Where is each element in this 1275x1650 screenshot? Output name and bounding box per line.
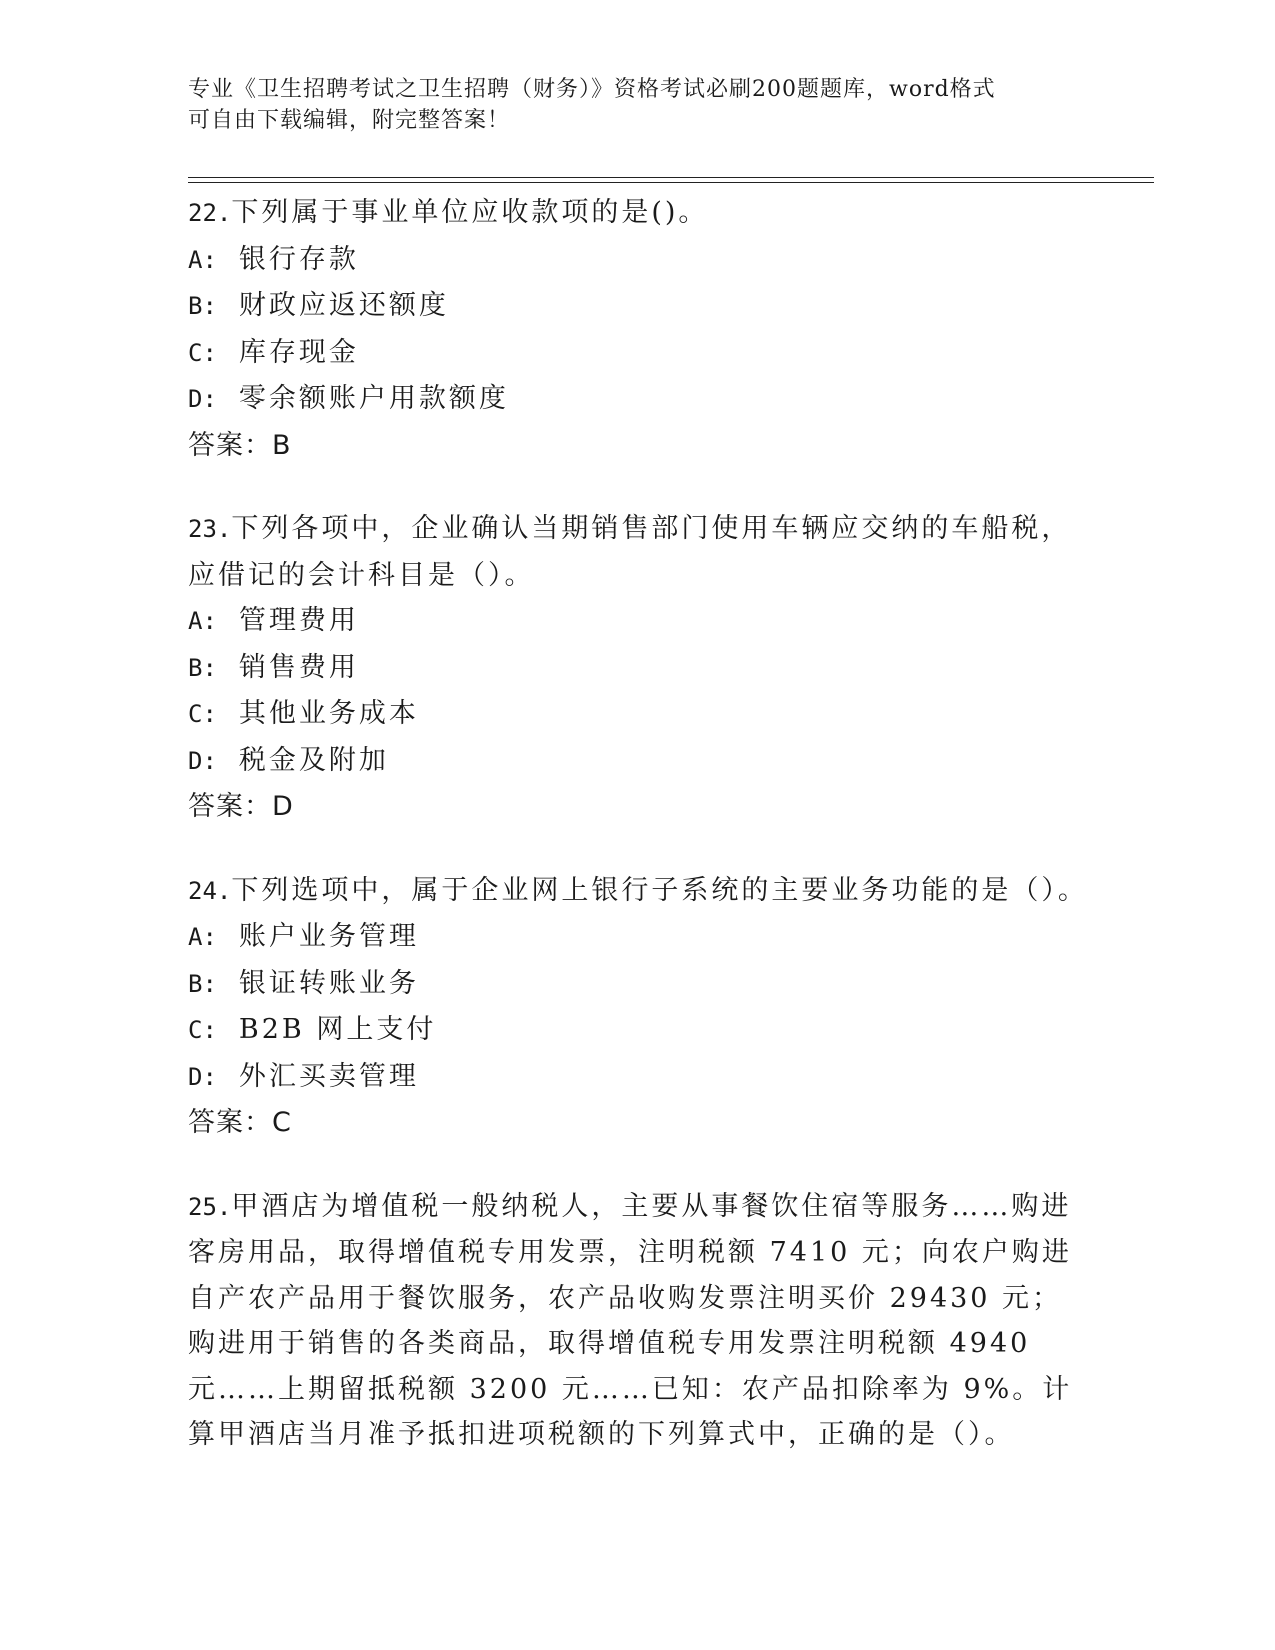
option-text: B2B 网上支付 <box>238 1014 437 1045</box>
option-key: A: <box>188 245 217 274</box>
option-text: 银行存款 <box>238 243 359 275</box>
question-body: 下列各项中，企业确认当期销售部门使用车辆应交纳的车船税，应借记的会计科目是（）。 <box>188 513 1072 591</box>
question-23 <box>188 506 1088 830</box>
header-divider-bottom <box>188 182 1154 183</box>
question-number: 25. <box>188 1192 232 1221</box>
question-text <box>188 506 1088 598</box>
option-key: A: <box>188 923 217 951</box>
option-a <box>188 598 1088 645</box>
question-list <box>188 190 1088 1496</box>
option-d <box>188 738 1088 785</box>
option-text: 销售费用 <box>238 651 359 683</box>
option-b <box>188 961 1088 1008</box>
option-text: 税金及附加 <box>238 744 389 776</box>
option-key: C: <box>188 700 217 728</box>
option-c <box>188 691 1088 738</box>
option-c <box>188 330 1088 377</box>
question-body: 下列选项中，属于企业网上银行子系统的主要业务功能的是（）。 <box>231 874 1088 906</box>
option-key: C: <box>188 1016 217 1044</box>
option-key: A: <box>188 607 217 635</box>
option-key: D: <box>188 385 217 413</box>
question-text <box>188 190 1088 237</box>
option-key: C: <box>188 338 217 367</box>
option-key: D: <box>188 746 217 775</box>
option-text: 外汇买卖管理 <box>238 1060 419 1092</box>
option-a <box>188 237 1088 284</box>
option-text: 其他业务成本 <box>238 698 419 729</box>
option-text: 财政应返还额度 <box>238 290 449 321</box>
option-text: 库存现金 <box>238 336 359 368</box>
option-key: B: <box>188 292 217 320</box>
question-number: 24. <box>188 876 232 905</box>
option-d <box>188 1054 1088 1101</box>
option-d <box>188 376 1088 423</box>
question-number: 23. <box>188 515 232 543</box>
option-a <box>188 914 1088 961</box>
question-number: 22. <box>188 199 232 227</box>
answer: 答案：C <box>188 1107 292 1138</box>
header-divider-top <box>188 177 1154 178</box>
option-text: 管理费用 <box>238 605 359 636</box>
option-text: 银证转账业务 <box>238 967 419 999</box>
option-b <box>188 283 1088 330</box>
option-key: B: <box>188 653 217 682</box>
question-22 <box>188 190 1088 468</box>
option-key: B: <box>188 969 217 998</box>
answer: 答案：B <box>188 429 292 461</box>
answer: 答案：D <box>188 791 294 822</box>
document-header <box>188 74 1068 136</box>
option-b <box>188 645 1088 692</box>
option-c <box>188 1007 1088 1054</box>
option-key: D: <box>188 1062 217 1091</box>
header-line-2: 可自由下载编辑，附完整答案！ <box>188 108 511 133</box>
option-text: 零余额账户用款额度 <box>238 383 509 414</box>
option-text: 账户业务管理 <box>238 921 419 952</box>
question-body: 下列属于事业单位应收款项的是()。 <box>231 197 709 228</box>
question-text <box>188 868 1088 915</box>
question-24 <box>188 868 1088 1146</box>
question-25 <box>188 1184 1088 1458</box>
question-body: 甲酒店为增值税一般纳税人，主要从事餐饮住宿等服务……购进客房用品，取得增值税专用发票，注明税额 7410 元；向农户购进自产农产品用于餐饮服务，农产品收购发票注明买价 29430 元；购进用于销售的各类商品，取得增值税专用发票注明税额 4940 元……上期留抵税额 3200 元……已知：农产品扣除率为 9%。计算甲酒店当月准予抵扣进项税额的下列算式中，正确的是（）。 <box>188 1190 1073 1450</box>
question-text <box>188 1184 1088 1458</box>
header-line-1: 专业《卫生招聘考试之卫生招聘（财务）》资格考试必刷200题题库，word格式 <box>188 77 996 102</box>
